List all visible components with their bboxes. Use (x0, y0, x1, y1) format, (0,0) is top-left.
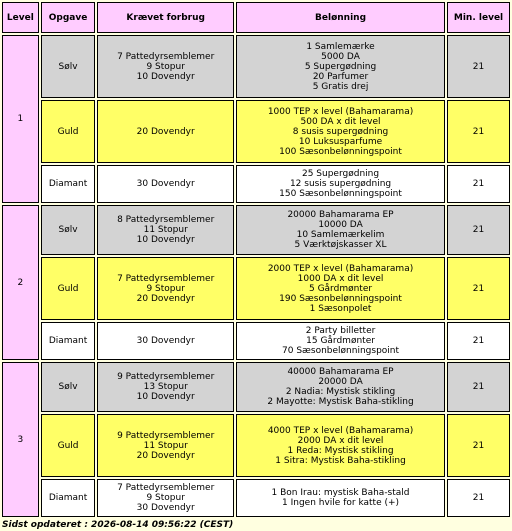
cell-line: 30 Dovendyr (136, 503, 195, 513)
cell-line: 25 Supergødning (301, 169, 380, 179)
cell-line: 1 Reda: Mystisk stikling (287, 445, 394, 456)
reward-cell (236, 100, 445, 163)
task-cell: Sølv (41, 362, 96, 412)
cell-line: 7 Pattedyrsemblemer (117, 51, 215, 62)
cell-line: 5 Gratis drej (312, 81, 369, 92)
cell-line: 11 Stopur (143, 440, 188, 451)
cell-line: 2 Party billetter (305, 326, 376, 336)
cell-line: 9 Pattedyrsemblemer (117, 430, 215, 441)
table-header-row (2, 2, 510, 33)
cell-line: 2 Nadia: Mystisk stikling (285, 387, 396, 397)
cell-line: 1000 TEP x level (Bahamarama) (267, 106, 414, 117)
header-task: Opgave (41, 2, 96, 33)
cell-line: 5 Supergødning (304, 61, 377, 72)
cell-line: 30 Dovendyr (136, 336, 195, 346)
cell-line: 20 Dovendyr (136, 450, 195, 461)
task-cell: Guld (41, 414, 96, 477)
table-row (2, 479, 510, 517)
header-min-level: Min. level (447, 2, 510, 33)
required-cell (97, 165, 234, 203)
min-level-cell: 21 (447, 362, 510, 412)
cell-line: 20 Parfumer (312, 71, 369, 82)
header-reward: Belønning (236, 2, 445, 33)
cell-line: 5000 DA (321, 51, 360, 62)
level-cell: 2 (2, 205, 39, 360)
cell-line: 7 Pattedyrsemblemer (117, 483, 215, 493)
cell-line: 10000 DA (318, 220, 363, 230)
cell-line: 8 Pattedyrsemblemer (117, 215, 215, 225)
cell-line: 10 Dovendyr (136, 392, 195, 402)
cell-line: 5 Gårdmønter (308, 283, 373, 294)
header-level: Level (2, 2, 39, 33)
cell-line: 11 Stopur (143, 225, 188, 235)
cell-line: 20000 DA (318, 377, 363, 387)
reward-cell (236, 414, 445, 477)
min-level-cell: 21 (447, 414, 510, 477)
cell-line: 1 Samlemærke (306, 41, 375, 52)
cell-line: 150 Sæsonbelønningspoint (279, 189, 402, 199)
task-cell: Sølv (41, 205, 96, 255)
reward-cell (236, 165, 445, 203)
task-cell: Guld (41, 100, 96, 163)
task-cell: Sølv (41, 35, 96, 98)
cell-line: 8 susis supergødning (292, 126, 389, 137)
required-cell (97, 35, 234, 98)
min-level-cell: 21 (447, 257, 510, 320)
reward-cell (236, 257, 445, 320)
reward-cell (236, 362, 445, 412)
cell-line: 12 susis supergødning (289, 179, 392, 189)
cell-line: 20 Dovendyr (136, 126, 195, 137)
cell-line: 9 Stopur (146, 493, 185, 503)
required-cell (97, 479, 234, 517)
cell-line: 9 Stopur (146, 283, 185, 294)
required-cell (97, 100, 234, 163)
table-row (2, 257, 510, 320)
cell-line: 100 Sæsonbelønningspoint (279, 146, 402, 157)
cell-line: 13 Stopur (143, 382, 188, 392)
min-level-cell: 21 (447, 100, 510, 163)
level-cell: 1 (2, 35, 39, 203)
required-cell (97, 257, 234, 320)
cell-line: 20000 Bahamarama EP (287, 210, 394, 220)
reward-cell (236, 35, 445, 98)
cell-line: 9 Pattedyrsemblemer (117, 372, 215, 382)
cell-line: 70 Sæsonbelønningspoint (282, 346, 400, 356)
min-level-cell: 21 (447, 165, 510, 203)
min-level-cell: 21 (447, 322, 510, 360)
table-row (2, 362, 510, 412)
task-cell: Diamant (41, 479, 96, 517)
cell-line: 190 Sæsonbelønningspoint (279, 293, 402, 304)
cell-line: 1000 DA x dit level (297, 273, 384, 284)
cell-line: 20 Dovendyr (136, 293, 195, 304)
cell-line: 500 DA x dit level (300, 116, 381, 127)
cell-line: 5 Værktøjskasser XL (294, 240, 387, 250)
cell-line: 1 Bon Irau: mystisk Baha-stald (271, 488, 410, 498)
table-row (2, 35, 510, 98)
table-row (2, 165, 510, 203)
cell-line: 2000 DA x dit level (297, 435, 384, 446)
cell-line: 10 Luksusparfume (298, 136, 383, 147)
task-cell: Guld (41, 257, 96, 320)
table-row (2, 322, 510, 360)
reward-cell (236, 479, 445, 517)
required-cell (97, 414, 234, 477)
cell-line: 30 Dovendyr (136, 179, 195, 189)
cell-line: 1 Sæsonpolet (309, 303, 372, 314)
required-cell (97, 322, 234, 360)
cell-line: 1 Sitra: Mystisk Baha-stikling (275, 455, 406, 466)
cell-line: 7 Pattedyrsemblemer (117, 273, 215, 284)
last-updated: Sidst opdateret : 2026-08-14 09:56:22 (CEST) (2, 520, 234, 530)
cell-line: 1 Ingen hvile for katte (+) (282, 498, 400, 508)
table-row (2, 205, 510, 255)
required-cell (97, 205, 234, 255)
cell-line: 2000 TEP x level (Bahamarama) (267, 263, 414, 274)
table-row (2, 414, 510, 477)
min-level-cell: 21 (447, 479, 510, 517)
table-body (2, 35, 510, 517)
min-level-cell: 21 (447, 205, 510, 255)
cell-line: 4000 TEP x level (Bahamarama) (267, 425, 414, 436)
cell-line: 2 Mayotte: Mystisk Baha-stikling (267, 397, 414, 407)
min-level-cell: 21 (447, 35, 510, 98)
cell-line: 10 Dovendyr (136, 235, 195, 245)
cell-line: 40000 Bahamarama EP (287, 367, 394, 377)
reward-cell (236, 205, 445, 255)
header-required: Krævet forbrug (97, 2, 234, 33)
required-cell (97, 362, 234, 412)
reward-cell (236, 322, 445, 360)
cell-line: 15 Gårdmønter (306, 336, 375, 346)
task-cell: Diamant (41, 165, 96, 203)
cell-line: 10 Samlemærkelim (296, 230, 385, 240)
cell-line: 9 Stopur (146, 61, 185, 72)
task-cell: Diamant (41, 322, 96, 360)
level-cell: 3 (2, 362, 39, 517)
cell-line: 10 Dovendyr (136, 71, 195, 82)
table-row (2, 100, 510, 163)
